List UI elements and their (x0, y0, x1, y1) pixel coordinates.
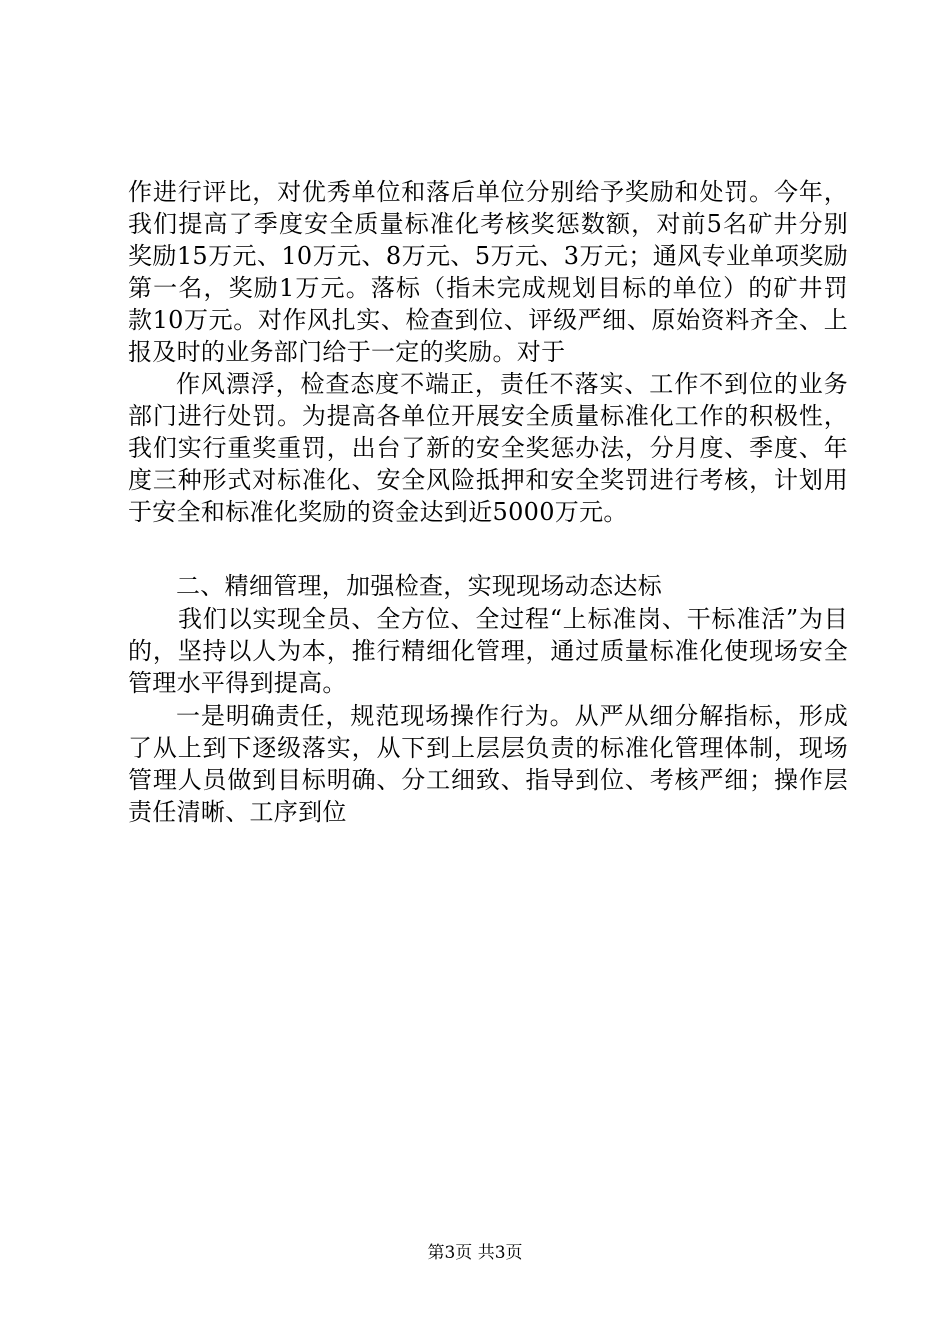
section-heading-fine-management: 二、精细管理，加强检查，实现现场动态达标 (176, 572, 662, 600)
paragraph-fine-management-goal: 我们以实现全员、全方位、全过程“上标准岗、干标准活”为目的，坚持以人为本，推行精细化管理，通过质量标准化使现场安全管理水平得到提高。 (128, 605, 848, 697)
paragraph-clear-responsibility: 一是明确责任，规范现场操作行为。从严从细分解指标，形成了从上到下逐级落实，从下到上层层负责的标准化管理体制，现场管理人员做到目标明确、分工细致、指导到位、考核严细；操作层责任清晰、工序到位 (128, 702, 848, 826)
page-number-footer: 第3页 共3页 (427, 1243, 523, 1263)
paragraph-department-penalties: 作风漂浮，检查态度不端正，责任不落实、工作不到位的业务部门进行处罚。为提高各单位开展安全质量标准化工作的积极性，我们实行重奖重罚，出台了新的安全奖惩办法，分月度、季度、年度三种形式对标准化、安全风险抵押和安全奖罚进行考核，计划用于安全和标准化奖励的资金达到近5000万元。 (128, 370, 848, 526)
paragraph-rewards-penalties: 作进行评比，对优秀单位和落后单位分别给予奖励和处罚。今年，我们提高了季度安全质量标准化考核奖惩数额，对前5名矿井分别奖励15万元、10万元、8万元、5万元、3万元；通风专业单项奖励第一名，奖励1万元。落标（指未完成规划目标的单位）的矿井罚款10万元。对作风扎实、检查到位、评级严细、原始资料齐全、上报及时的业务部门给于一定的奖励。对于 (128, 178, 848, 366)
